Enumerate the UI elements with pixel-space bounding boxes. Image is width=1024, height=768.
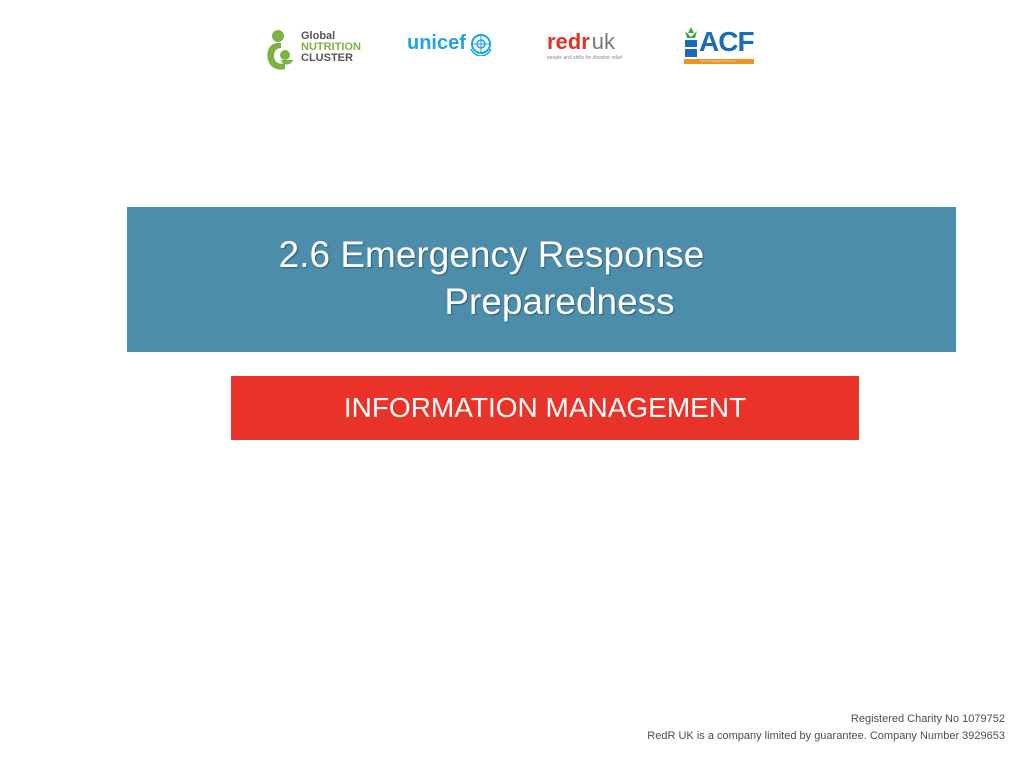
acf-international-bar: INTERNATIONAL [684,59,754,64]
redr-uk-suffix: uk [591,29,616,54]
redr-uk-logo [545,30,635,64]
unicef-logo [407,32,497,58]
acf-logo [682,26,758,66]
mother-child-icon [265,28,299,72]
global-nutrition-cluster-logo [265,28,375,72]
gnc-line-nutrition: NUTRITION [301,41,361,53]
footer-company-number: RedR UK is a company limited by guarantee. Company Number 3929653 [647,730,1005,742]
slide-title-line-2: Preparedness [444,281,675,322]
redr-wordmark: redr [547,29,590,54]
acf-wordmark: ACF [699,26,754,57]
gnc-line-global: Global [301,30,336,42]
gnc-line-cluster: CLUSTER [301,52,353,64]
slide-title-line-1: 2.6 Emergency Response [278,234,705,275]
footer [647,711,1005,745]
partner-logos [255,20,775,75]
slide-subtitle: INFORMATION MANAGEMENT [343,392,747,423]
footer-charity-number: Registered Charity No 1079752 [850,713,1005,725]
title-band [127,207,956,352]
acf-figure-icon [682,27,700,59]
subtitle-band [231,376,859,440]
unicef-wordmark: unicef [407,32,466,54]
slide-title [127,231,956,325]
un-emblem-icon [469,32,493,56]
redr-tagline: people and skills for disaster relief [547,55,623,61]
